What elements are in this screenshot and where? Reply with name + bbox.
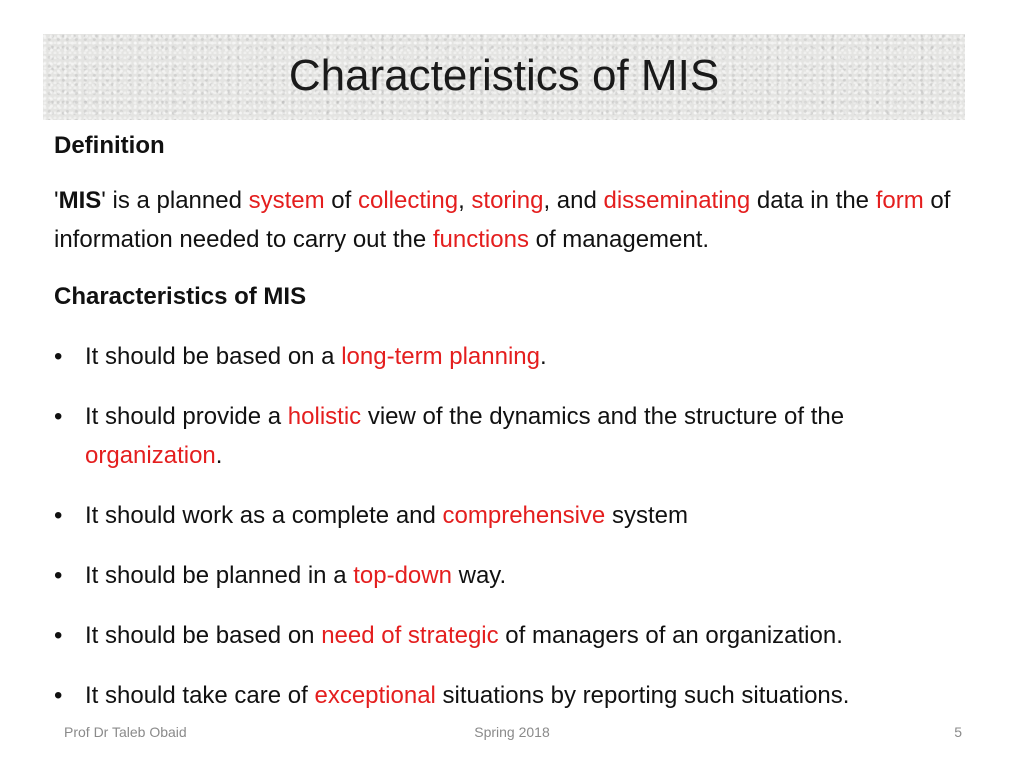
keyword-storing: storing bbox=[471, 187, 544, 214]
keyword-highlight: holistic bbox=[287, 403, 362, 430]
list-item bbox=[54, 676, 954, 715]
keyword-form: form bbox=[875, 187, 924, 214]
definition-text: data in the bbox=[750, 187, 876, 214]
title-band bbox=[43, 34, 965, 120]
bullet-text: way. bbox=[451, 562, 507, 589]
bullet-text: of managers of an organization. bbox=[498, 622, 843, 649]
keyword-collecting: collecting bbox=[358, 187, 459, 214]
bullet-icon: • bbox=[54, 622, 63, 649]
bullet-text: system bbox=[605, 502, 688, 529]
footer-term: Spring 2018 bbox=[474, 724, 550, 740]
bullet-icon: • bbox=[54, 403, 63, 430]
footer-author: Prof Dr Taleb Obaid bbox=[64, 724, 187, 740]
definition-text: , and bbox=[543, 187, 604, 214]
bullet-text: It should take care of bbox=[85, 682, 315, 709]
bullet-icon: • bbox=[54, 562, 63, 589]
slide-content bbox=[54, 126, 954, 715]
keyword-highlight: comprehensive bbox=[442, 502, 606, 529]
bullet-text: . bbox=[540, 343, 547, 370]
bullet-icon: • bbox=[54, 502, 63, 529]
list-item bbox=[54, 616, 954, 655]
definition-text: ' is a planned bbox=[101, 187, 249, 214]
keyword-highlight: top-down bbox=[353, 562, 452, 589]
definition-paragraph: 'MIS' is a planned system of collecting, storing, and disseminating data in the form of information needed to carry out the functions of management. bbox=[54, 187, 951, 253]
list-item bbox=[54, 397, 954, 475]
bullet-text: view of the dynamics and the structure of the bbox=[361, 403, 845, 430]
definition-text: of management. bbox=[528, 226, 710, 253]
page-number: 5 bbox=[954, 724, 962, 740]
keyword-highlight: exceptional bbox=[314, 682, 436, 709]
mis-term: MIS bbox=[58, 187, 102, 214]
bullet-text: It should be based on bbox=[85, 622, 322, 649]
keyword-highlight: need of strategic bbox=[321, 622, 499, 649]
bullet-text: It should work as a complete and bbox=[85, 502, 443, 529]
definition-text: , bbox=[458, 187, 472, 214]
list-item bbox=[54, 337, 954, 376]
keyword-disseminating: disseminating bbox=[603, 187, 751, 214]
definition-heading: Definition bbox=[54, 132, 165, 159]
definition-text: of bbox=[324, 187, 358, 214]
definition-text: of information needed to carry out the bbox=[54, 187, 951, 253]
list-item bbox=[54, 556, 954, 595]
bullet-text: It should provide a bbox=[85, 403, 288, 430]
list-item bbox=[54, 496, 954, 535]
slide-title: Characteristics of MIS bbox=[288, 51, 720, 100]
bullet-text: situations by reporting such situations. bbox=[435, 682, 850, 709]
keyword-functions: functions bbox=[432, 226, 529, 253]
keyword-highlight: long-term planning bbox=[341, 343, 540, 370]
bullet-text: It should be based on a bbox=[85, 343, 342, 370]
keyword-system: system bbox=[248, 187, 325, 214]
keyword-highlight: organization bbox=[85, 442, 216, 469]
bullet-text: . bbox=[215, 442, 223, 469]
bullet-icon: • bbox=[54, 343, 63, 370]
bullet-text: It should be planned in a bbox=[85, 562, 354, 589]
bullet-icon: • bbox=[54, 682, 63, 709]
characteristics-heading: Characteristics of MIS bbox=[54, 283, 307, 310]
characteristics-list bbox=[54, 337, 954, 715]
